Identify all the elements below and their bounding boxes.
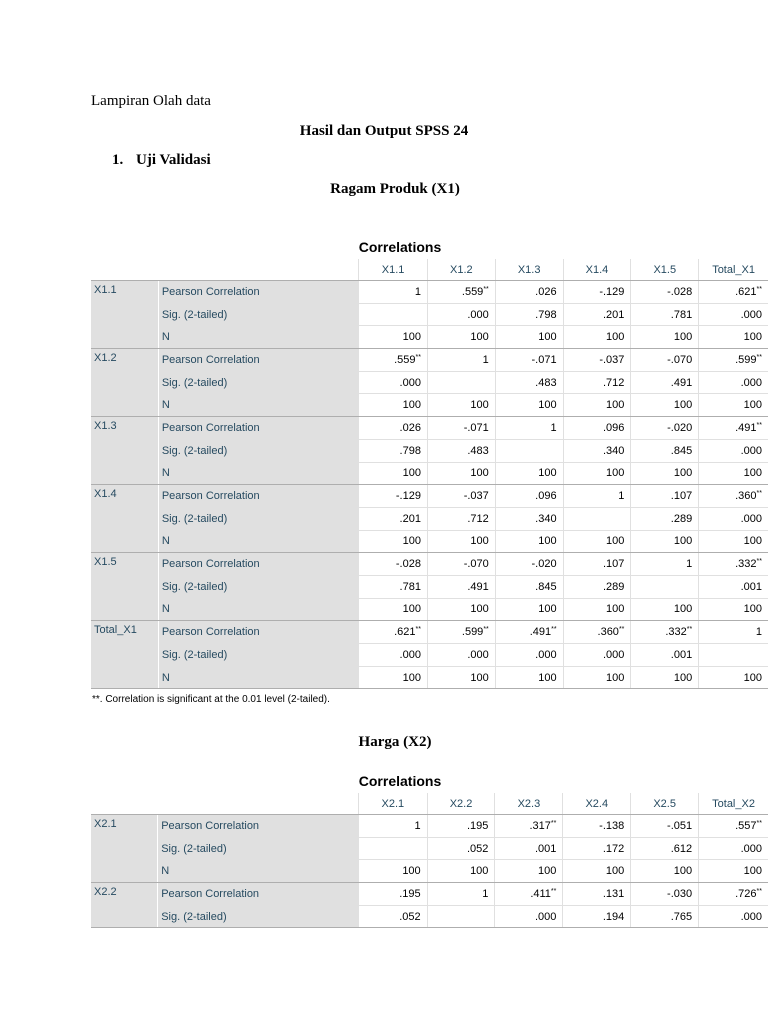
table-header-row: [91, 793, 768, 815]
column-header: X2.4: [563, 793, 631, 815]
table-cell: .712: [563, 371, 631, 394]
statistic-label: Pearson Correlation: [158, 883, 359, 906]
attachment-heading: Lampiran Olah data: [91, 93, 211, 109]
table-cell: .172: [563, 837, 631, 860]
corner-cell: [91, 259, 359, 281]
table-cell: .195: [427, 815, 495, 838]
table-cell: .491: [631, 371, 699, 394]
table-cell: .052: [358, 905, 427, 928]
table-row: [91, 905, 768, 928]
table-cell: -.051: [631, 815, 699, 838]
table-cell: [427, 371, 495, 394]
column-header: X1.1: [359, 259, 428, 281]
table-cell: 100: [495, 394, 563, 417]
table-cell: .726**: [699, 883, 768, 906]
table-row: [91, 417, 768, 440]
table-cell: .000: [427, 303, 495, 326]
table-cell: .000: [359, 644, 428, 667]
statistic-label: Pearson Correlation: [158, 621, 358, 644]
table-cell: .612: [631, 837, 699, 860]
table-cell: 100: [631, 860, 699, 883]
table-cell: .000: [359, 371, 428, 394]
column-header: X2.5: [631, 793, 699, 815]
statistic-label: N: [158, 530, 358, 553]
table-cell: 100: [631, 666, 699, 689]
table-cell: .096: [495, 485, 563, 508]
table-cell: .289: [631, 507, 699, 530]
table-cell: .000: [427, 644, 495, 667]
table-cell: -.037: [563, 349, 631, 372]
significance-marker: **: [756, 887, 762, 895]
statistic-label: Pearson Correlation: [158, 417, 358, 440]
statistic-label: N: [158, 666, 358, 689]
table-cell: 100: [563, 666, 631, 689]
table-cell: 100: [563, 462, 631, 485]
significance-marker: **: [756, 490, 762, 498]
column-header: X2.3: [495, 793, 563, 815]
table-cell: [427, 905, 495, 928]
table-cell: 100: [699, 598, 768, 621]
table-row: [91, 507, 768, 530]
table-cell: .052: [427, 837, 495, 860]
table-cell: 100: [563, 326, 631, 349]
table-cell: .411**: [495, 883, 563, 906]
table-cell: [631, 575, 699, 598]
table-cell: .599**: [427, 621, 495, 644]
table-cell: .491**: [699, 417, 768, 440]
table-cell: 1: [427, 883, 495, 906]
table-header-row: [91, 259, 768, 281]
table-cell: .845: [495, 575, 563, 598]
table-row: [91, 394, 768, 417]
table-cell: .000: [563, 644, 631, 667]
significance-marker: **: [415, 353, 421, 361]
significance-marker: **: [756, 353, 762, 361]
row-variable-label: X1.2: [91, 349, 158, 417]
table-cell: 100: [495, 598, 563, 621]
table-cell: -.138: [563, 815, 631, 838]
table-cell: 1: [359, 281, 428, 304]
table-cell: .483: [427, 439, 495, 462]
statistic-label: N: [158, 598, 358, 621]
statistic-label: Pearson Correlation: [158, 815, 359, 838]
table-cell: .001: [631, 644, 699, 667]
table-cell: .845: [631, 439, 699, 462]
table-cell: -.071: [427, 417, 495, 440]
table-cell: .289: [563, 575, 631, 598]
table-row: [91, 349, 768, 372]
table-cell: -.129: [563, 281, 631, 304]
table-cell: .000: [699, 507, 768, 530]
row-variable-label: X2.2: [91, 883, 158, 928]
table-cell: .096: [563, 417, 631, 440]
table-row: [91, 530, 768, 553]
table-cell: 100: [699, 530, 768, 553]
table-cell: 1: [427, 349, 495, 372]
statistic-label: N: [158, 860, 359, 883]
row-variable-label: X1.5: [91, 553, 158, 621]
statistic-label: N: [158, 394, 358, 417]
table-row: [91, 598, 768, 621]
table-cell: .000: [699, 439, 768, 462]
table-cell: -.037: [427, 485, 495, 508]
column-header: X1.5: [631, 259, 699, 281]
table-cell: .107: [563, 553, 631, 576]
table-cell: 100: [427, 666, 495, 689]
significance-marker: **: [551, 626, 557, 634]
table-cell: [358, 837, 427, 860]
table-cell: -.028: [631, 281, 699, 304]
table-cell: 100: [563, 530, 631, 553]
table-cell: 100: [359, 462, 428, 485]
table-cell: 100: [699, 326, 768, 349]
section-title: Uji Validasi: [136, 152, 211, 168]
table-row: [91, 815, 768, 838]
statistic-label: Sig. (2-tailed): [158, 837, 359, 860]
column-header: X1.2: [427, 259, 495, 281]
statistic-label: Pearson Correlation: [158, 485, 358, 508]
table-cell: .026: [495, 281, 563, 304]
table-row: [91, 621, 768, 644]
table-cell: -.129: [359, 485, 428, 508]
table-cell: 100: [495, 326, 563, 349]
section-number: 1.: [112, 152, 124, 168]
table-cell: 100: [495, 530, 563, 553]
statistic-label: N: [158, 462, 358, 485]
table-cell: 100: [631, 462, 699, 485]
table-cell: .332**: [699, 553, 768, 576]
table-cell: .340: [563, 439, 631, 462]
table-cell: [699, 644, 768, 667]
table-cell: [563, 507, 631, 530]
significance-marker: **: [756, 819, 762, 827]
statistic-label: Sig. (2-tailed): [158, 303, 358, 326]
statistic-label: Sig. (2-tailed): [158, 905, 359, 928]
table-cell: -.070: [631, 349, 699, 372]
table-cell: .001: [699, 575, 768, 598]
table-cell: .621**: [359, 621, 428, 644]
table-cell: .131: [563, 883, 631, 906]
table-row: [91, 666, 768, 689]
table-cell: .559**: [427, 281, 495, 304]
table-cell: .765: [631, 905, 699, 928]
row-variable-label: X1.3: [91, 417, 158, 485]
table-cell: 100: [563, 598, 631, 621]
table-cell: .781: [359, 575, 428, 598]
document-title: Hasil dan Output SPSS 24: [299, 123, 469, 139]
correlations-title-x2: Correlations: [358, 773, 442, 789]
table-cell: 100: [427, 530, 495, 553]
table-cell: .000: [495, 644, 563, 667]
significance-marker: **: [415, 626, 421, 634]
table-cell: .798: [495, 303, 563, 326]
table-cell: .194: [563, 905, 631, 928]
table-cell: .000: [699, 371, 768, 394]
row-variable-label: Total_X1: [91, 621, 158, 689]
table-cell: -.020: [495, 553, 563, 576]
table-cell: .340: [495, 507, 563, 530]
table-row: [91, 371, 768, 394]
significance-marker: **: [550, 819, 557, 827]
column-header: X1.4: [563, 259, 631, 281]
table-cell: -.030: [631, 883, 699, 906]
table-cell: 100: [699, 666, 768, 689]
table-cell: 100: [359, 326, 428, 349]
statistic-label: Pearson Correlation: [158, 281, 358, 304]
table-cell: 100: [699, 462, 768, 485]
table-cell: 1: [563, 485, 631, 508]
table-cell: .000: [699, 905, 768, 928]
section-heading: [112, 152, 211, 169]
table-cell: -.020: [631, 417, 699, 440]
table-cell: .001: [495, 837, 563, 860]
table-cell: 100: [359, 598, 428, 621]
table-row: [91, 326, 768, 349]
table-cell: 100: [359, 394, 428, 417]
table-cell: .559**: [359, 349, 428, 372]
column-header: X1.3: [495, 259, 563, 281]
table-cell: -.071: [495, 349, 563, 372]
table-cell: 100: [699, 860, 768, 883]
table-cell: 100: [359, 666, 428, 689]
subsection-title-x2: Harga (X2): [358, 734, 432, 750]
table-cell: -.028: [359, 553, 428, 576]
table-cell: 1: [495, 417, 563, 440]
significance-footnote: **. Correlation is significant at the 0.01 level (2-tailed).: [92, 694, 330, 705]
table-cell: 100: [358, 860, 427, 883]
significance-marker: **: [550, 887, 557, 895]
table-cell: .000: [699, 303, 768, 326]
table-cell: .332**: [631, 621, 699, 644]
table-row: [91, 303, 768, 326]
table-cell: 100: [427, 598, 495, 621]
correlations-table-x1: [91, 259, 768, 689]
statistic-label: N: [158, 326, 358, 349]
statistic-label: Sig. (2-tailed): [158, 439, 358, 462]
statistic-label: Sig. (2-tailed): [158, 371, 358, 394]
table-cell: .201: [563, 303, 631, 326]
table-cell: 1: [699, 621, 768, 644]
statistic-label: Sig. (2-tailed): [158, 507, 358, 530]
table-cell: .360**: [563, 621, 631, 644]
significance-marker: **: [483, 626, 489, 634]
significance-marker: **: [756, 285, 762, 293]
table-cell: 100: [631, 598, 699, 621]
corner-cell: [91, 793, 358, 815]
table-cell: .107: [631, 485, 699, 508]
correlations-table-x2: [91, 793, 768, 928]
table-cell: .483: [495, 371, 563, 394]
table-cell: .621**: [699, 281, 768, 304]
table-cell: 100: [427, 326, 495, 349]
table-cell: 100: [427, 462, 495, 485]
table-row: [91, 883, 768, 906]
table-cell: .798: [359, 439, 428, 462]
column-header: Total_X2: [699, 793, 768, 815]
table-cell: .360**: [699, 485, 768, 508]
table-cell: 100: [495, 666, 563, 689]
table-cell: .599**: [699, 349, 768, 372]
table-cell: [495, 439, 563, 462]
column-header: X2.2: [427, 793, 495, 815]
table-row: [91, 837, 768, 860]
table-cell: 100: [631, 530, 699, 553]
table-cell: 100: [427, 860, 495, 883]
statistic-label: Sig. (2-tailed): [158, 575, 358, 598]
table-cell: .000: [495, 905, 563, 928]
table-row: [91, 485, 768, 508]
table-cell: .000: [699, 837, 768, 860]
table-row: [91, 860, 768, 883]
table-cell: 1: [631, 553, 699, 576]
row-variable-label: X1.1: [91, 281, 158, 349]
statistic-label: Sig. (2-tailed): [158, 644, 358, 667]
table-cell: 100: [427, 394, 495, 417]
table-cell: 100: [495, 860, 563, 883]
significance-marker: **: [483, 285, 489, 293]
table-cell: .712: [427, 507, 495, 530]
row-variable-label: X2.1: [91, 815, 158, 883]
table-cell: .781: [631, 303, 699, 326]
table-cell: .026: [359, 417, 428, 440]
table-row: [91, 281, 768, 304]
table-cell: .557**: [699, 815, 768, 838]
table-cell: 100: [495, 462, 563, 485]
column-header: Total_X1: [699, 259, 768, 281]
table-row: [91, 575, 768, 598]
table-cell: .317**: [495, 815, 563, 838]
significance-marker: **: [756, 558, 762, 566]
table-cell: .201: [359, 507, 428, 530]
table-row: [91, 553, 768, 576]
table-row: [91, 439, 768, 462]
correlations-title-x1: Correlations: [358, 239, 442, 255]
table-cell: 100: [631, 394, 699, 417]
table-cell: 100: [563, 860, 631, 883]
row-variable-label: X1.4: [91, 485, 158, 553]
table-cell: -.070: [427, 553, 495, 576]
table-cell: 100: [631, 326, 699, 349]
table-cell: .195: [358, 883, 427, 906]
significance-marker: **: [756, 421, 762, 429]
table-row: [91, 462, 768, 485]
column-header: X2.1: [358, 793, 427, 815]
table-cell: 100: [563, 394, 631, 417]
subsection-title-x1: Ragam Produk (X1): [330, 181, 460, 197]
significance-marker: **: [686, 626, 693, 634]
table-cell: .491**: [495, 621, 563, 644]
statistic-label: Pearson Correlation: [158, 553, 358, 576]
statistic-label: Pearson Correlation: [158, 349, 358, 372]
table-cell: 100: [359, 530, 428, 553]
table-cell: 100: [699, 394, 768, 417]
table-cell: 1: [358, 815, 427, 838]
table-cell: [359, 303, 428, 326]
significance-marker: **: [618, 626, 625, 634]
table-cell: .491: [427, 575, 495, 598]
table-row: [91, 644, 768, 667]
